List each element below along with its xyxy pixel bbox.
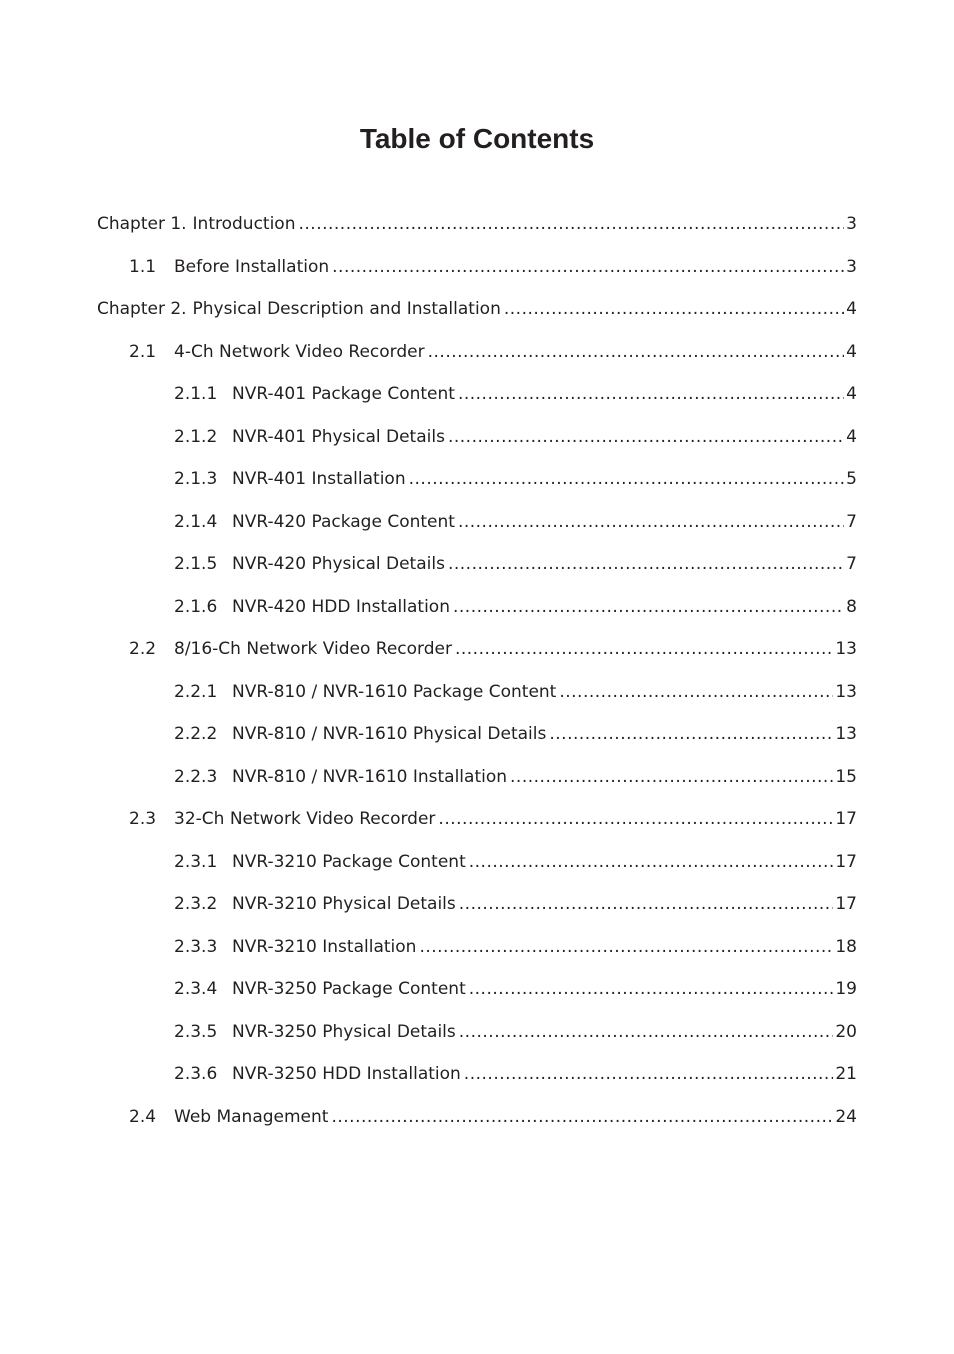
toc-entry[interactable] — [0, 586, 954, 629]
toc-entry-number: 2.3 — [129, 809, 157, 829]
toc-page-number: 17 — [835, 809, 857, 829]
toc-entry[interactable] — [0, 926, 954, 969]
toc-dot-leader — [458, 510, 844, 534]
toc-page-number: 4 — [846, 341, 857, 362]
toc-entry-number: 2.2.2 — [174, 724, 218, 744]
toc-entry-number: 2.3.4 — [174, 979, 218, 999]
toc-dot-leader — [332, 255, 844, 279]
toc-entry-title: NVR-401 Installation — [232, 469, 406, 489]
toc-entry-number: 2.3.3 — [174, 936, 218, 957]
toc-entry[interactable] — [0, 798, 954, 841]
toc-page-number: 4 — [846, 426, 857, 447]
toc-entry[interactable] — [0, 501, 954, 544]
toc-dot-leader — [459, 892, 834, 916]
toc-entry[interactable] — [0, 883, 954, 926]
toc-dot-leader — [419, 935, 833, 959]
toc-dot-leader — [549, 722, 833, 746]
toc-entry-number: 2.1.5 — [174, 554, 218, 574]
toc-page-number: 7 — [846, 511, 857, 532]
toc-page-number: 17 — [835, 894, 857, 914]
toc-page-number: 13 — [835, 724, 857, 744]
toc-entry-title: Web Management — [174, 1106, 329, 1127]
table-of-contents — [0, 203, 954, 1138]
toc-entry-number: 2.1.3 — [174, 469, 218, 489]
toc-entry[interactable] — [0, 331, 954, 374]
toc-entry-title: NVR-3210 Installation — [232, 936, 417, 957]
toc-entry-title: Before Installation — [174, 256, 330, 277]
toc-entry-title: NVR-420 Physical Details — [232, 554, 445, 574]
toc-entry-title: Introduction — [192, 214, 296, 234]
toc-entry[interactable] — [0, 203, 954, 246]
toc-dot-leader — [469, 850, 834, 874]
toc-entry-title: NVR-420 Package Content — [232, 511, 455, 532]
toc-entry-title: NVR-3210 Package Content — [232, 851, 466, 872]
toc-entry[interactable] — [0, 1053, 954, 1096]
toc-dot-leader — [453, 595, 844, 619]
toc-entry[interactable] — [0, 1011, 954, 1054]
toc-dot-leader — [459, 1020, 834, 1044]
toc-entry-number: 2.3.2 — [174, 894, 218, 914]
toc-entry-number: 2.1.6 — [174, 596, 218, 617]
toc-entry-title: NVR-3210 Physical Details — [232, 894, 456, 914]
toc-entry-title: NVR-810 / NVR-1610 Installation — [232, 766, 508, 787]
toc-page-number: 8 — [846, 596, 857, 617]
toc-entry-title: Physical Description and Installation — [192, 299, 501, 319]
toc-page-number: 3 — [846, 256, 857, 277]
toc-page-number: 24 — [835, 1106, 857, 1127]
toc-entry-title: NVR-420 HDD Installation — [232, 596, 450, 617]
toc-page-number: 13 — [835, 639, 857, 659]
toc-entry-number: 2.4 — [129, 1106, 157, 1127]
toc-dot-leader — [455, 637, 833, 661]
toc-page-number: 21 — [835, 1064, 857, 1084]
toc-page-number: 4 — [846, 384, 857, 404]
toc-page-number: 19 — [835, 979, 857, 999]
toc-entry-number: 2.2 — [129, 639, 157, 659]
toc-entry-title: NVR-401 Physical Details — [232, 426, 445, 447]
toc-page-number: 18 — [835, 936, 857, 957]
toc-entry[interactable] — [0, 246, 954, 289]
toc-entry-title: NVR-401 Package Content — [232, 384, 455, 404]
toc-dot-leader — [438, 807, 833, 831]
toc-entry[interactable] — [0, 416, 954, 459]
toc-dot-leader — [504, 297, 844, 321]
toc-entry[interactable] — [0, 373, 954, 416]
toc-entry-number: 2.3.5 — [174, 1021, 218, 1042]
toc-entry-number: 2.2.1 — [174, 681, 218, 702]
toc-page-number: 5 — [846, 469, 857, 489]
toc-entry[interactable] — [0, 543, 954, 586]
toc-dot-leader — [409, 467, 845, 491]
toc-dot-leader — [510, 765, 833, 789]
toc-dot-leader — [331, 1105, 833, 1129]
toc-entry-number: Chapter 1. — [97, 214, 187, 234]
toc-dot-leader — [298, 212, 844, 236]
toc-entry-title: 8/16-Ch Network Video Recorder — [174, 639, 452, 659]
page-title: Table of Contents — [359, 123, 595, 154]
toc-dot-leader — [469, 977, 834, 1001]
toc-entry-number: 2.1.1 — [174, 384, 218, 404]
toc-dot-leader — [458, 382, 844, 406]
toc-page-number: 15 — [835, 766, 857, 787]
toc-entry-number: 2.3.1 — [174, 851, 218, 872]
toc-entry[interactable] — [0, 288, 954, 331]
toc-entry[interactable] — [0, 671, 954, 714]
toc-entry-title: NVR-810 / NVR-1610 Package Content — [232, 681, 557, 702]
toc-entry[interactable] — [0, 628, 954, 671]
toc-entry-number: 2.2.3 — [174, 766, 218, 787]
toc-entry-number: 1.1 — [129, 256, 157, 277]
toc-page-number: 3 — [846, 214, 857, 234]
toc-entry[interactable] — [0, 968, 954, 1011]
toc-entry-title: 4-Ch Network Video Recorder — [174, 341, 425, 362]
toc-entry-number: Chapter 2. — [97, 299, 187, 319]
toc-dot-leader — [428, 340, 845, 364]
toc-dot-leader — [464, 1062, 834, 1086]
toc-entry[interactable] — [0, 458, 954, 501]
toc-dot-leader — [448, 552, 844, 576]
toc-entry[interactable] — [0, 756, 954, 799]
toc-entry-title: NVR-3250 Package Content — [232, 979, 466, 999]
toc-entry[interactable] — [0, 713, 954, 756]
toc-entry-title: NVR-3250 Physical Details — [232, 1021, 456, 1042]
toc-entry-number: 2.1.2 — [174, 426, 218, 447]
toc-entry-number: 2.1 — [129, 341, 157, 362]
toc-entry[interactable] — [0, 841, 954, 884]
toc-entry-title: 32-Ch Network Video Recorder — [174, 809, 436, 829]
toc-entry[interactable] — [0, 1096, 954, 1139]
toc-entry-number: 2.1.4 — [174, 511, 218, 532]
toc-entry-title: NVR-810 / NVR-1610 Physical Details — [232, 724, 547, 744]
toc-page-number: 20 — [835, 1021, 857, 1042]
toc-entry-title: NVR-3250 HDD Installation — [232, 1064, 461, 1084]
toc-page-number: 17 — [835, 851, 857, 872]
toc-page-number: 13 — [835, 681, 857, 702]
toc-dot-leader — [559, 680, 833, 704]
toc-dot-leader — [448, 425, 844, 449]
toc-entry-number: 2.3.6 — [174, 1064, 218, 1084]
toc-page-number: 7 — [846, 554, 857, 574]
toc-page-number: 4 — [846, 299, 857, 319]
